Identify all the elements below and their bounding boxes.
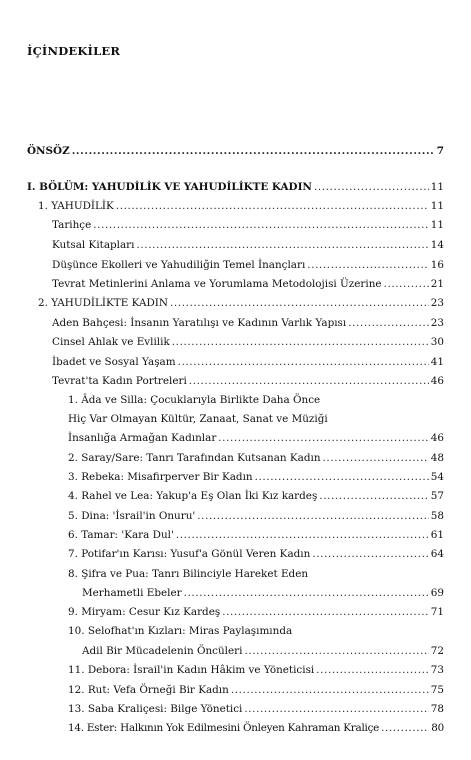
toc-entry-title: Kutsal Kitapları <box>52 239 135 251</box>
leader-dots <box>176 528 429 542</box>
toc-entry-title: Aden Bahçesi: İnsanın Yaratılışı ve Kadının Varlık Yapısı <box>52 317 347 329</box>
toc-entry-page: 23 <box>430 317 444 329</box>
toc-entry-page: 23 <box>430 297 444 309</box>
toc-entry-title-line: 1. Âda ve Silla: Çocuklarıyla Birlikte Daha Önce <box>68 394 321 406</box>
toc-entry-title: 2. Saray/Sare: Tanrı Tarafından Kutsanan Kadın <box>68 452 321 464</box>
leader-dots <box>384 277 429 291</box>
leader-dots <box>93 218 428 232</box>
toc-entry <box>27 144 444 158</box>
toc-entry-page: 75 <box>430 684 444 696</box>
toc-entry <box>68 721 444 735</box>
leader-dots <box>172 335 429 349</box>
toc-entry-title: 2. YAHUDİLİKTE KADIN <box>38 297 168 309</box>
toc-entry-page: 30 <box>430 336 444 348</box>
toc-entry <box>82 644 444 658</box>
leader-dots <box>136 238 428 252</box>
toc-entry-page: 14 <box>430 239 444 251</box>
toc-entry-page: 41 <box>430 356 444 368</box>
toc-entry-page: 16 <box>430 259 444 271</box>
toc-entry-title: I. BÖLÜM: YAHUDİLİK VE YAHUDİLİKTE KADIN <box>27 181 312 193</box>
leader-dots <box>314 180 429 194</box>
toc-entry-title-line: 10. Selofhat'ın Kızları: Miras Paylaşımında <box>68 625 293 637</box>
toc-entry-title: 11. Debora: İsrail'in Kadın Hâkim ve Yöneticisi <box>68 664 315 676</box>
leader-dots <box>178 355 429 369</box>
toc-entry <box>68 431 444 445</box>
page-title: İÇİNDEKİLER <box>27 44 121 58</box>
leader-dots <box>348 316 429 330</box>
toc-entry <box>68 702 444 716</box>
toc-entry <box>52 218 444 232</box>
toc-entry-page: 11 <box>430 200 444 212</box>
toc-entry-title: Tevrat Metinlerini Anlama ve Yorumlama Metodolojisi Üzerine <box>52 278 382 290</box>
toc-entry <box>52 374 444 388</box>
toc-entry-title: 12. Rut: Vefa Örneği Bir Kadın <box>68 684 229 696</box>
toc-entry <box>68 528 444 542</box>
leader-dots <box>307 258 428 272</box>
toc-entry-title-line: 8. Şifra ve Pua: Tanrı Bilinciyle Hareket Eden <box>68 568 309 580</box>
leader-dots <box>319 489 428 503</box>
toc-entry-title: 7. Potifar'ın Karısı: Yusuf'a Gönül Veren Kadın <box>68 548 311 560</box>
toc-entry-title: 13. Saba Kraliçesi: Bilge Yönetici <box>68 703 243 715</box>
leader-dots <box>244 702 428 716</box>
toc-entry-title: İbadet ve Sosyal Yaşam <box>52 356 176 368</box>
toc-entry-page: 80 <box>431 722 444 734</box>
toc-entry-page: 69 <box>430 587 444 599</box>
toc-entry-page: 72 <box>430 645 444 657</box>
toc-entry-page: 73 <box>430 664 444 676</box>
toc-entry <box>68 547 444 561</box>
toc-entry <box>52 238 444 252</box>
toc-entry <box>68 605 444 619</box>
toc-entry-title: 5. Dina: 'İsrail'in Onuru' <box>68 510 196 522</box>
toc-entry <box>52 355 444 369</box>
toc-entry <box>52 277 444 291</box>
leader-dots <box>218 431 428 445</box>
toc-entry-title: İnsanlığa Armağan Kadınlar <box>68 432 217 444</box>
leader-dots <box>316 663 429 677</box>
leader-dots <box>231 683 429 697</box>
toc-entry-title: Adil Bir Mücadelenin Öncüleri <box>82 645 243 657</box>
leader-dots <box>170 296 429 310</box>
leader-dots <box>244 644 428 658</box>
leader-dots <box>72 144 435 158</box>
toc-entry-page: 11 <box>430 181 444 193</box>
toc-entry <box>52 258 444 272</box>
toc-entry <box>38 296 444 310</box>
leader-dots <box>222 605 429 619</box>
toc-entry-page: 61 <box>430 529 444 541</box>
leader-dots <box>255 470 429 484</box>
toc-entry-page: 46 <box>430 432 444 444</box>
toc-entry-title: 6. Tamar: 'Kara Dul' <box>68 529 174 541</box>
toc-entry-page: 48 <box>430 452 444 464</box>
toc-entry-title: 3. Rebeka: Misafirperver Bir Kadın <box>68 471 253 483</box>
toc-entry-page: 71 <box>430 606 444 618</box>
toc-entry-page: 78 <box>430 703 444 715</box>
leader-dots <box>189 374 429 388</box>
toc-entry <box>52 335 444 349</box>
toc-entry-title-line: Hiç Var Olmayan Kültür, Zanaat, Sanat ve Müziği <box>68 413 328 425</box>
leader-dots <box>197 509 429 523</box>
toc-entry-title: Cinsel Ahlak ve Evlilik <box>52 336 170 348</box>
toc-entry-title: ÖNSÖZ <box>27 145 70 157</box>
toc-entry-title: 9. Miryam: Cesur Kız Kardeş <box>68 606 221 618</box>
toc-entry-page: 11 <box>430 219 444 231</box>
toc-entry-title: Merhametli Ebeler <box>82 587 182 599</box>
toc-entry-title: Düşünce Ekolleri ve Yahudiliğin Temel İnançları <box>52 259 306 271</box>
toc-entry <box>82 586 444 600</box>
toc-entry-title: 4. Rahel ve Lea: Yakup'a Eş Olan İki Kız kardeş <box>68 490 318 502</box>
toc-entry-title: 1. YAHUDİLİK <box>38 200 114 212</box>
toc-entry-page: 54 <box>430 471 444 483</box>
toc-entry <box>68 470 444 484</box>
leader-dots <box>116 199 429 213</box>
toc-entry <box>68 489 444 503</box>
toc-entry <box>68 509 444 523</box>
toc-entry <box>68 683 444 697</box>
leader-dots <box>323 451 429 465</box>
toc-entry-page: 7 <box>436 145 444 157</box>
leader-dots <box>184 586 429 600</box>
toc-entry-page: 64 <box>430 548 444 560</box>
toc-entry-page: 58 <box>430 510 444 522</box>
toc-entry <box>68 451 444 465</box>
toc-entry-title: 14. Ester: Halkının Yok Edilmesini Önleyen Kahraman Kraliçe <box>68 722 380 734</box>
toc-entry-page: 21 <box>430 278 444 290</box>
toc-entry-title: Tarihçe <box>52 219 92 231</box>
toc-entry <box>38 199 444 213</box>
toc-entry <box>27 180 444 194</box>
toc-entry-page: 46 <box>430 375 444 387</box>
leader-dots <box>312 547 428 561</box>
toc-entry-page: 57 <box>430 490 444 502</box>
leader-dots <box>381 721 429 735</box>
toc-entry-title: Tevrat'ta Kadın Portreleri <box>52 375 187 387</box>
toc-entry <box>52 316 444 330</box>
toc-entry <box>68 663 444 677</box>
